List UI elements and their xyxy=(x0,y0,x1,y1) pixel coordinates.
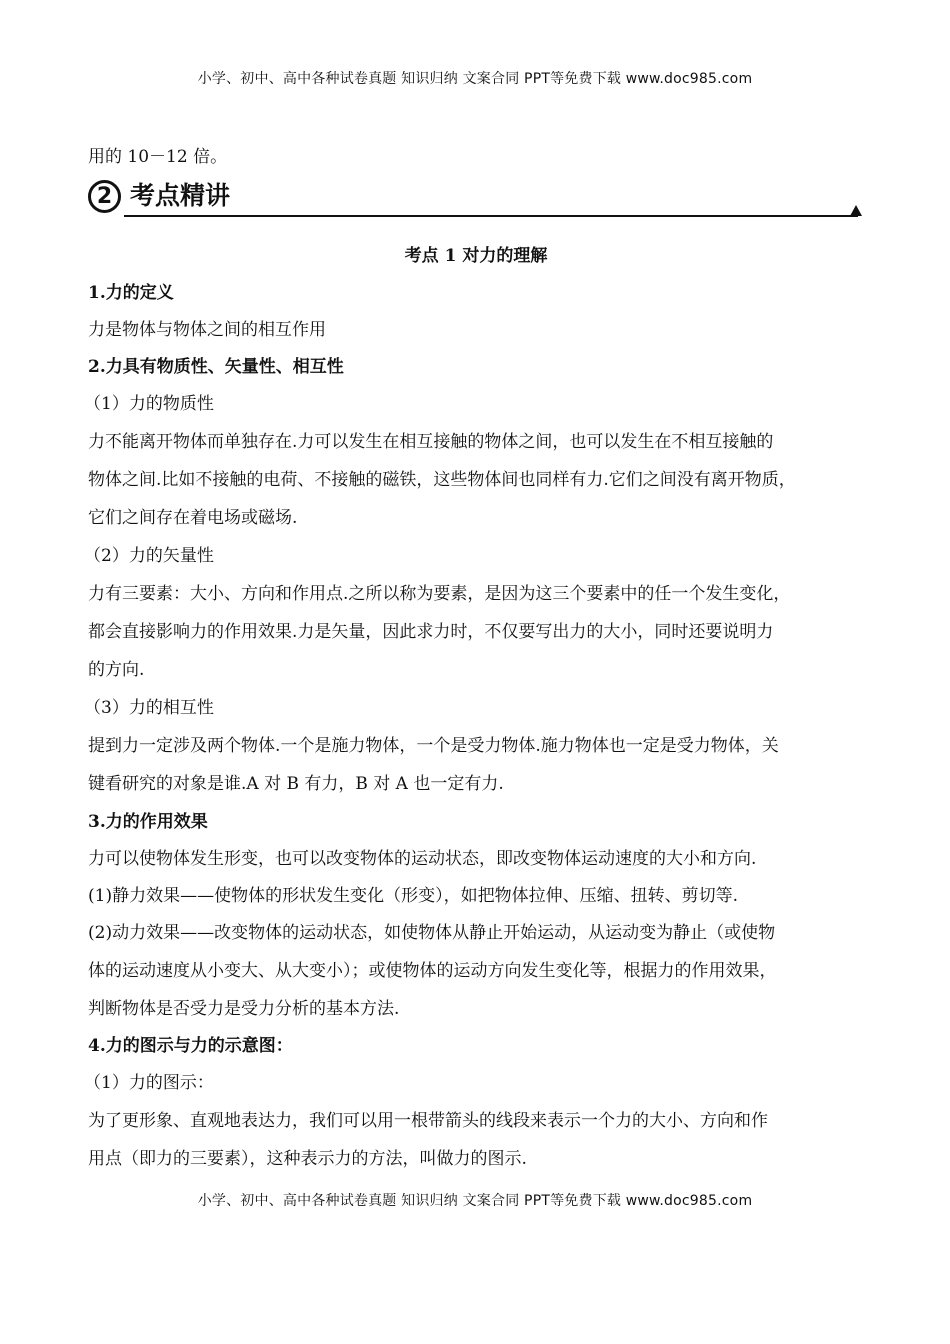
paragraph-line: 判断物体是否受力是受力分析的基本方法. xyxy=(88,999,400,1019)
heading-2: 2.力具有物质性、矢量性、相互性 xyxy=(88,357,344,377)
paragraph-line: 力可以使物体发生形变，也可以改变物体的运动状态，即改变物体运动速度的大小和方向. xyxy=(88,849,757,869)
paragraph-line: 为了更形象、直观地表达力，我们可以用一根带箭头的线段来表示一个力的大小、方向和作 xyxy=(88,1111,768,1131)
subheading: （3）力的相互性 xyxy=(84,698,214,718)
heading-1: 1.力的定义 xyxy=(88,283,174,303)
topic-title: 考点 1 对力的理解 xyxy=(404,246,548,266)
paragraph-line: 都会直接影响力的作用效果.力是矢量，因此求力时，不仅要写出力的大小，同时还要说明力 xyxy=(88,622,774,642)
paragraph-line: 键看研究的对象是谁.A 对 B 有力，B 对 A 也一定有力. xyxy=(88,774,504,794)
page-footer: 小学、初中、高中各种试卷真题 知识归纳 文案合同 PPT等免费下载 www.doc985.com xyxy=(197,1193,753,1209)
subheading: （1）力的图示： xyxy=(84,1073,214,1093)
paragraph-line: 物体之间.比如不接触的电荷、不接触的磁铁，这些物体间也同样有力.它们之间没有离开物质， xyxy=(88,470,796,490)
paragraph-line: 它们之间存在着电场或磁场. xyxy=(88,508,298,528)
paragraph-line: (1)静力效果——使物体的形状发生变化（形变），如把物体拉伸、压缩、扭转、剪切等. xyxy=(88,886,738,906)
page-header: 小学、初中、高中各种试卷真题 知识归纳 文案合同 PPT等免费下载 www.doc985.com xyxy=(197,71,753,87)
paragraph-line: 力不能离开物体而单独存在.力可以发生在相互接触的物体之间，也可以发生在不相互接触的 xyxy=(88,432,774,452)
paragraph-line: (2)动力效果——改变物体的运动状态，如使物体从静止开始运动，从运动变为静止（或使物 xyxy=(88,923,776,943)
paragraph-line: 提到力一定涉及两个物体.一个是施力物体，一个是受力物体.施力物体也一定是受力物体，关 xyxy=(88,736,779,756)
heading-3: 3.力的作用效果 xyxy=(88,812,208,832)
heading-4: 4.力的图示与力的示意图： xyxy=(88,1036,293,1056)
paragraph-line: 体的运动速度从小变大、从大变小）；或使物体的运动方向发生变化等，根据力的作用效果， xyxy=(88,961,777,981)
subheading: （2）力的矢量性 xyxy=(84,546,214,566)
paragraph-line: 用点（即力的三要素），这种表示力的方法，叫做力的图示. xyxy=(88,1149,527,1169)
triangle-marker-icon xyxy=(850,205,862,216)
section-heading xyxy=(88,178,864,218)
paragraph-line: 力有三要素：大小、方向和作用点.之所以称为要素，是因为这三个要素中的任一个发生变化， xyxy=(88,584,791,604)
section-number-badge: 2 xyxy=(88,180,121,213)
intro-tail-text: 用的 10－12 倍。 xyxy=(88,147,228,167)
section-title: 考点精讲 xyxy=(130,181,231,210)
paragraph: 力是物体与物体之间的相互作用 xyxy=(88,320,326,340)
section-rule xyxy=(124,215,858,217)
subheading: （1）力的物质性 xyxy=(84,394,214,414)
paragraph-line: 的方向. xyxy=(88,660,145,680)
